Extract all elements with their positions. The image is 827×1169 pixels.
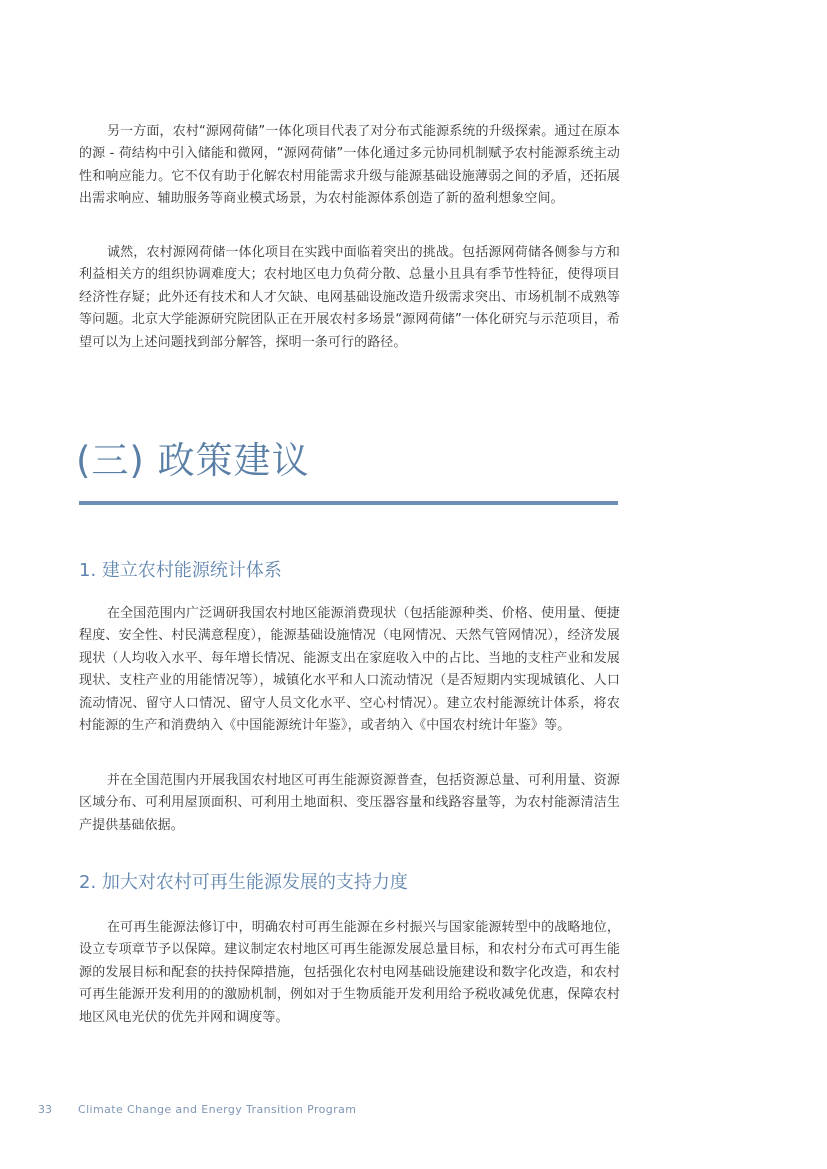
paragraph-statistics-survey: 在全国范围内广泛调研我国农村地区能源消费现状（包括能源种类、价格、使用量、便捷程度、安全性、村民满意程度），能源基础设施情况（电网情况、天然气管网情况），经济发展现状（人均收入水平、每年增长情况、能源支出在家庭收入中的占比、当地的支柱产业和发展现状、支柱产业的用能情况等），城镇化水平和人口流动情况（是否短期内实现城镇化、人口流动情况、留守人口情况、留守人员文化水平、空心村情况）。建立农村能源统计体系，将农村能源的生产和消费纳入《中国能源统计年鉴》，或者纳入《中国农村统计年鉴》等。 bbox=[79, 606, 620, 734]
paragraph-source-grid-load-storage: 另一方面，农村“源网荷储”一体化项目代表了对分布式能源系统的升级探索。通过在原本的源 - 荷结构中引入储能和微网，“源网荷储”一体化通过多元协同机制赋予农村能源系统主动性和响应能力。它不仅有助于化解农村用能需求升级与能源基础设施薄弱之间的矛盾，还拓展出需求响应、辅助服务等商业模式场景，为农村能源体系创造了新的盈利想象空间。 bbox=[79, 124, 620, 207]
section-title: (三) 政策建议 bbox=[76, 439, 310, 482]
paragraph-renewable-law: 在可再生能源法修订中，明确农村可再生能源在乡村振兴与国家能源转型中的战略地位，设立专项章节予以保障。建议制定农村地区可再生能源发展总量目标，和农村分布式可再生能源的发展目标和配套的扶持保障措施，包括强化农村电网基础设施建设和数字化改造，和农村可再生能源开发利用的的激励机制，例如对于生物质能开发利用给予税收减免优惠，保障农村地区风电光伏的优先并网和调度等。 bbox=[79, 920, 620, 1025]
page-number: 33 bbox=[38, 1103, 52, 1116]
subheading-renewable-support: 2. 加大对农村可再生能源发展的支持力度 bbox=[79, 872, 408, 893]
section-divider bbox=[79, 501, 618, 505]
paragraph-challenges: 诚然，农村源网荷储一体化项目在实践中面临着突出的挑战。包括源网荷储各侧参与方和利益相关方的组织协调难度大；农村地区电力负荷分散、总量小且具有季节性特征，使得项目经济性存疑；此外还有技术和人才欠缺、电网基础设施改造升级需求突出、市场机制不成熟等等问题。北京大学能源研究院团队正在开展农村多场景“源网荷储”一体化研究与示范项目，希望可以为上述问题找到部分解答，探明一条可行的路径。 bbox=[79, 245, 620, 350]
page-footer bbox=[38, 1102, 356, 1118]
paragraph-resource-census: 并在全国范围内开展我国农村地区可再生能源资源普查，包括资源总量、可利用量、资源区域分布、可利用屋顶面积、可利用土地面积、变压器容量和线路容量等，为农村能源清洁生产提供基础依据。 bbox=[79, 773, 620, 833]
subheading-statistics-system: 1. 建立农村能源统计体系 bbox=[79, 560, 282, 581]
program-name: Climate Change and Energy Transition Program bbox=[78, 1103, 357, 1116]
